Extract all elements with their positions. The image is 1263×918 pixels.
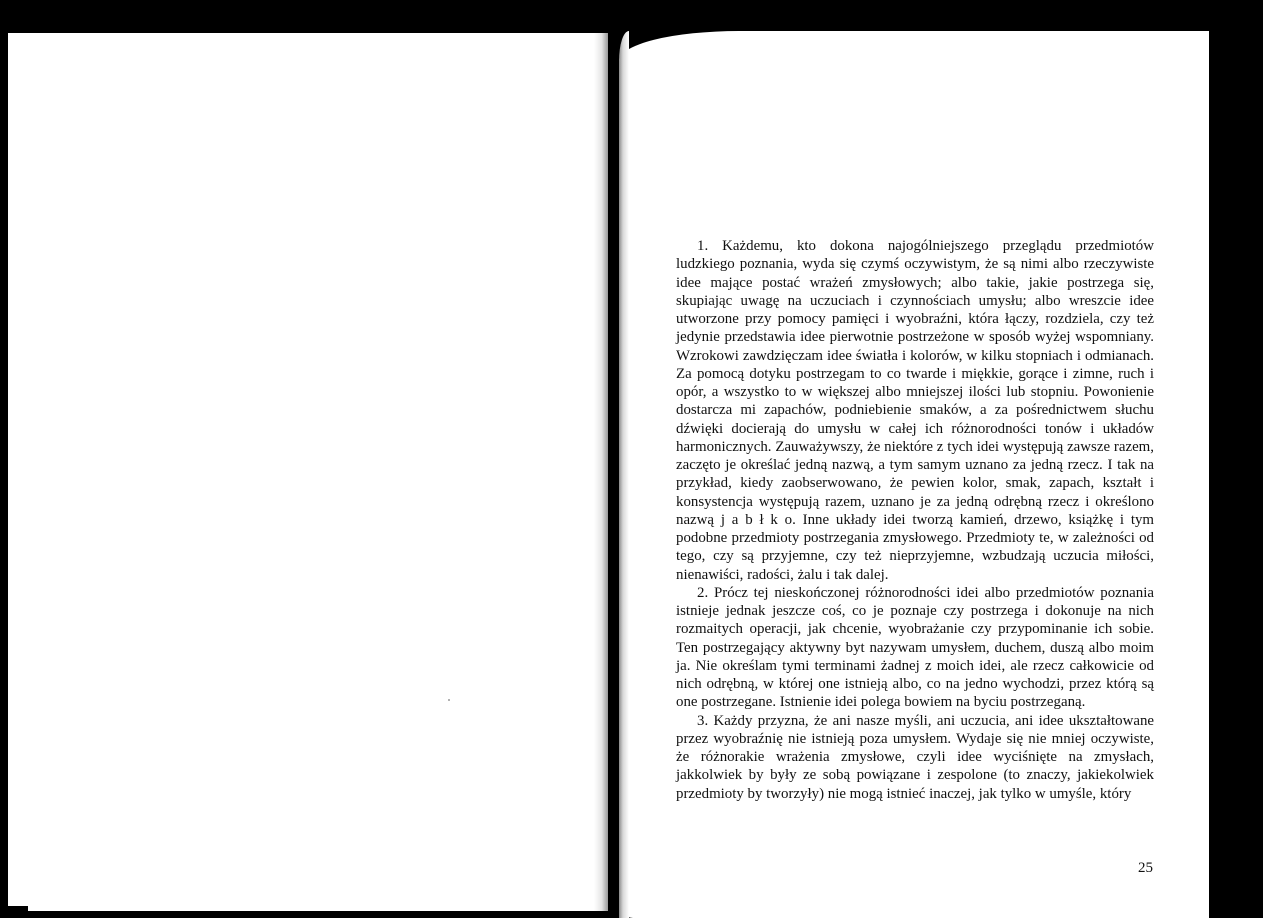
paragraph-1: 1. Każdemu, kto dokona najogólniejszego przeglądu przedmiotów ludzkiego poznania, wyda się czymś oczywistym, że są nimi albo rzeczywiste idee mające postać wrażeń zmysłowych; albo takie, jakie postrzega się, skupiając uwagę na uczuciach i czynnościach umysłu; albo wreszcie idee utworzone przy pomocy pamięci i wyobraźni, która łączy, rozdziela, czy też jedynie przedstawia idee pierwotnie postrzeżone w sposób wyżej wspomniany. Wzrokowi zawdzięczam idee światła i kolorów, w kilku stopniach i odmianach. Za pomocą dotyku postrzegam to co twarde i miękkie, gorące i zimne, ruch i opór, a wszystko to w większej albo mniejszej ilości lub stopniu. Powonienie dostarcza mi zapachów, podniebienie smaków, a za pośrednictwem słuchu dźwięki docierają do umysłu w całej ich różnorodności tonów i układów harmonicznych. Zauważywszy, że niektóre z tych idei występują zawsze razem, zaczęto je określać jedną nazwą, a tym samym uznano za jedną rzecz. I tak na przykład, kiedy zaobserwowano, że pewien kolor, smak, zapach, kształt i konsystencja występują razem, uznano je za jedną odrębną rzecz i określono nazwą j a b ł k o. Inne układy idei tworzą kamień, drzewo, książkę i tym podobne przedmioty postrzegania zmysłowego. Przedmioty te, w zależności od tego, czy są przyjemne, czy też nieprzyjemne, wzbudzają uczucia miłości, nienawiści, radości, żalu i tak dalej. <box>676 238 1154 583</box>
paragraph-3: 3. Każdy przyzna, że ani nasze myśli, ani uczucia, ani idee ukształtowane przez wyobraźnię nie istnieją poza umysłem. Wydaje się nie mniej oczywiste, że różnorakie wrażenia zmysłowe, czyli idee wyciśnięte na zmysłach, jakkolwiek by były ze sobą powiązane i zespolone (to znaczy, jakiekolwiek przedmioty by tworzyły) nie mogą istnieć inaczej, jak tylko w umyśle, który <box>676 712 1154 802</box>
right-page-gutter-shadow <box>619 31 629 918</box>
left-page-gutter-shadow <box>594 33 608 911</box>
paper-speck <box>448 699 450 701</box>
left-page-blank <box>8 33 608 911</box>
scan-corner-mark <box>0 906 28 918</box>
body-text <box>676 237 1154 803</box>
paragraph-2: 2. Prócz tej nieskończonej różnorodności idei albo przedmiotów poznania istnieje jednak jeszcze coś, co je poznaje czy postrzega i dokonuje na nich rozmaitych operacji, jak chcenie, wyobrażanie czy przypominanie ich sobie. Ten postrzegający aktywny byt nazywam umysłem, duchem, duszą albo moim ja. Nie określam tymi terminami żadnej z moich idei, ale rzecz całkowicie od nich odrębną, w której one istnieją albo, co na jedno wychodzi, przez którą są one postrzegane. Istnienie idei polega bowiem na byciu postrzeganą. <box>676 584 1154 711</box>
page-number: 25 <box>1138 860 1153 876</box>
